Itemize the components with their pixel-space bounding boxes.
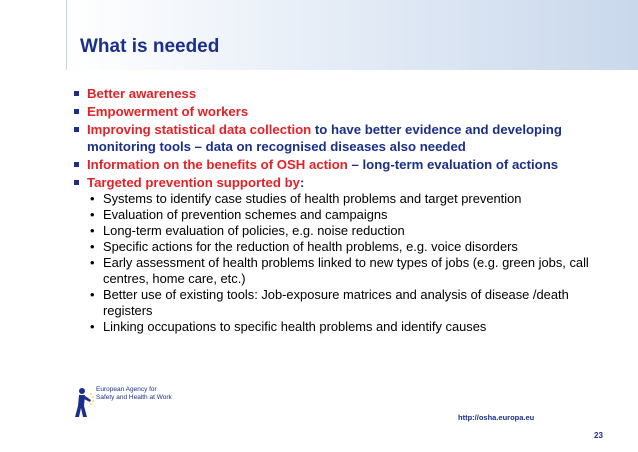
bullet-highlight: Empowerment of workers xyxy=(87,104,249,119)
square-bullet-icon xyxy=(74,109,79,114)
sub-bullet-item xyxy=(87,319,594,335)
sub-bullet-item xyxy=(87,207,594,223)
sub-bullet-text: Early assessment of health problems linked to new types of jobs (e.g. green jobs, call centres, home care, etc.) xyxy=(103,255,589,286)
bullet-item xyxy=(74,122,594,155)
sub-bullet-item xyxy=(87,239,594,255)
sub-bullet-text: Specific actions for the reduction of health problems, e.g. voice disorders xyxy=(103,239,518,254)
bullet-highlight: Targeted prevention supported by xyxy=(87,174,300,190)
sub-bullet-item xyxy=(87,223,594,239)
page-number: 23 xyxy=(594,431,603,440)
square-bullet-icon xyxy=(74,180,79,185)
bullet-item xyxy=(74,157,594,174)
bullet-highlight: Improving statistical data collection xyxy=(87,122,312,137)
sub-bullet-item xyxy=(87,255,594,287)
footer-url[interactable]: http://osha.europa.eu xyxy=(458,413,535,422)
sub-bullet-item xyxy=(87,287,594,319)
dot-bullet-icon: • xyxy=(90,207,95,222)
sub-bullet-list xyxy=(87,191,594,335)
slide-content xyxy=(74,86,594,337)
logo-text: European Agency for Safety and Health at Work xyxy=(96,386,172,401)
bullet-text: to have better evidence and developing monitoring tools – data on recognised diseases also needed xyxy=(87,122,562,154)
dot-bullet-icon: • xyxy=(90,191,95,206)
dot-bullet-icon: • xyxy=(90,223,95,238)
bullet-highlight: Better awareness xyxy=(87,86,197,101)
title-band xyxy=(66,0,638,70)
title-divider xyxy=(66,0,67,70)
bullet-item xyxy=(74,86,594,103)
sub-bullet-text: Systems to identify case studies of health problems and target prevention xyxy=(103,191,522,206)
bullet-text: – long-term evaluation of actions xyxy=(347,156,559,172)
logo-figure-icon xyxy=(75,388,94,417)
bullet-text: : xyxy=(299,174,305,190)
sub-bullet-text: Better use of existing tools: Job-exposure matrices and analysis of disease /death registers xyxy=(103,287,569,318)
dot-bullet-icon: • xyxy=(90,319,95,334)
square-bullet-icon xyxy=(74,162,79,167)
sub-bullet-text: Linking occupations to specific health problems and identify causes xyxy=(103,319,487,334)
sub-bullet-item xyxy=(87,191,594,207)
sub-bullet-text: Long-term evaluation of policies, e.g. noise reduction xyxy=(103,223,405,238)
square-bullet-icon xyxy=(74,127,79,132)
bullet-highlight: Information on the benefits of OSH action xyxy=(87,156,348,172)
slide-title: What is needed xyxy=(80,36,220,57)
dot-bullet-icon: • xyxy=(90,287,95,302)
dot-bullet-icon: • xyxy=(90,255,95,270)
square-bullet-icon xyxy=(74,91,79,96)
bullet-item xyxy=(74,175,594,336)
dot-bullet-icon: • xyxy=(90,239,95,254)
sub-bullet-text: Evaluation of prevention schemes and campaigns xyxy=(103,207,388,222)
bullet-item xyxy=(74,104,594,121)
